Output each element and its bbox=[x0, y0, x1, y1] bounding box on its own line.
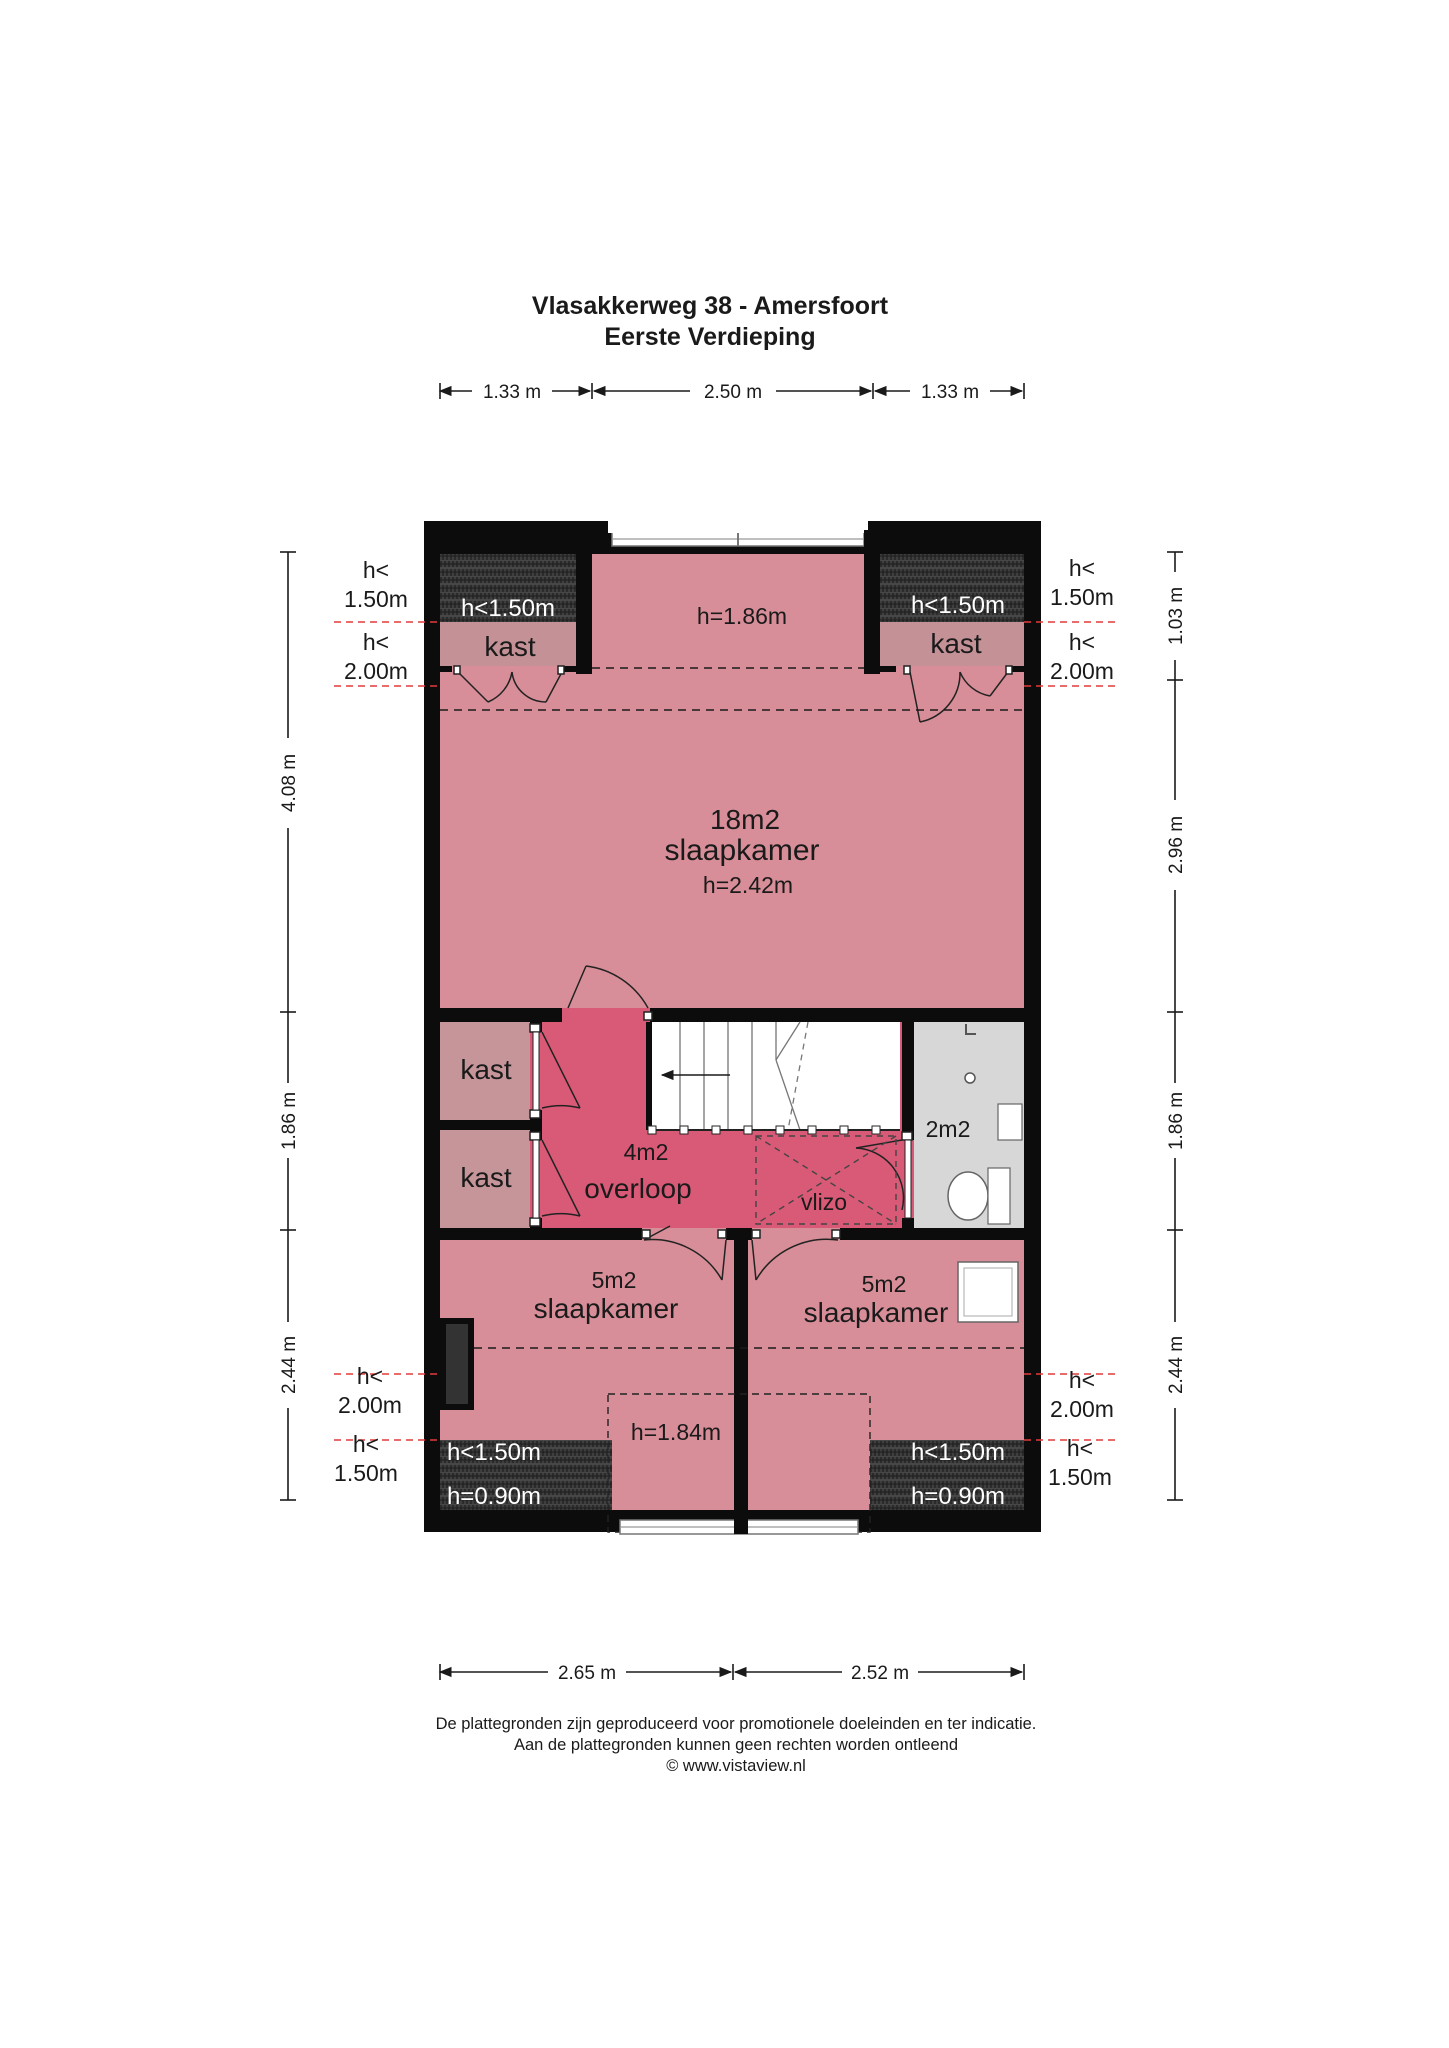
wall-top-left-storage bbox=[576, 530, 592, 674]
bottom-left-storage-height1: h<1.50m bbox=[446, 1439, 542, 1466]
dim-right-4: 2.44 m bbox=[1166, 1335, 1187, 1395]
top-right-storage-name: kast bbox=[930, 628, 982, 659]
bottom-left-storage-height2: h=0.90m bbox=[446, 1483, 542, 1510]
top-left-storage-height: h<1.50m bbox=[460, 595, 556, 622]
hl-bottom-left-1a: h< bbox=[356, 1363, 384, 1389]
main-bedroom-name: slaapkamer bbox=[664, 834, 820, 867]
dim-bottom-1: 2.65 m bbox=[557, 1663, 617, 1684]
dim-left-2: 1.86 m bbox=[279, 1091, 300, 1151]
dim-right-3: 1.86 m bbox=[1166, 1091, 1187, 1151]
dim-left-3: 2.44 m bbox=[279, 1335, 300, 1395]
hl-bottom-right-1b: 2.00m bbox=[1050, 1396, 1114, 1422]
sink-unit bbox=[958, 1262, 1018, 1322]
hl-bottom-left-2b: 1.50m bbox=[334, 1460, 398, 1486]
hl-bottom-left-2a: h< bbox=[352, 1431, 380, 1457]
hatch-name: vlizo bbox=[800, 1189, 848, 1215]
top-left-storage-name: kast bbox=[484, 631, 536, 662]
dim-right-2: 2.96 m bbox=[1166, 815, 1187, 875]
hl-bottom-right-2a: h< bbox=[1066, 1435, 1094, 1461]
plan-address: Vlasakkerweg 38 - Amersfoort bbox=[531, 292, 889, 320]
bathroom-area: 2m2 bbox=[925, 1116, 971, 1142]
top-right-storage-height: h<1.50m bbox=[910, 592, 1006, 619]
hl-top-left-2b: 2.00m bbox=[344, 658, 408, 684]
plan-floor: Eerste Verdieping bbox=[604, 323, 816, 351]
landing-name: overloop bbox=[584, 1173, 692, 1204]
hl-top-right-2b: 2.00m bbox=[1050, 658, 1114, 684]
hl-top-right-1a: h< bbox=[1068, 555, 1096, 581]
bottom-dimensions bbox=[440, 1664, 1024, 1680]
closet-upper-name: kast bbox=[460, 1054, 512, 1085]
hl-top-right-1b: 1.50m bbox=[1050, 584, 1114, 610]
wall-stairs bbox=[646, 1022, 652, 1130]
hl-top-left-1a: h< bbox=[362, 557, 390, 583]
dim-right-1: 1.03 m bbox=[1166, 586, 1187, 646]
bedroom-right-area: 5m2 bbox=[861, 1271, 907, 1297]
bottom-right-storage-height2: h=0.90m bbox=[910, 1483, 1006, 1510]
landing-area: 4m2 bbox=[623, 1139, 669, 1165]
dim-top-1: 1.33 m bbox=[482, 382, 542, 403]
hl-top-left-1b: 1.50m bbox=[344, 586, 408, 612]
main-bedroom-height: h=2.42m bbox=[702, 872, 794, 898]
wall-between-bedrooms bbox=[734, 1240, 748, 1532]
wall-top-right-storage bbox=[864, 530, 880, 674]
wall-middle-bottom bbox=[440, 1228, 1024, 1240]
dim-top-3: 1.33 m bbox=[920, 382, 980, 403]
bedroom-left-name: slaapkamer bbox=[533, 1293, 679, 1324]
hl-bottom-right-2b: 1.50m bbox=[1048, 1464, 1112, 1490]
dim-left-1: 4.08 m bbox=[279, 753, 300, 813]
dim-top-2: 2.50 m bbox=[703, 382, 763, 403]
bedroom-right-name: slaapkamer bbox=[803, 1297, 949, 1328]
main-bedroom-area: 18m2 bbox=[709, 804, 781, 835]
bedroom-left-area: 5m2 bbox=[591, 1267, 637, 1293]
closet-lower-name: kast bbox=[460, 1162, 512, 1193]
dormer-height: h=1.84m bbox=[630, 1419, 722, 1445]
disclaimer-line2: Aan de plattegronden kunnen geen rechten worden ontleend bbox=[513, 1736, 959, 1754]
dim-bottom-2: 2.52 m bbox=[850, 1663, 910, 1684]
hl-top-right-2a: h< bbox=[1068, 629, 1096, 655]
hl-bottom-right-1a: h< bbox=[1068, 1367, 1096, 1393]
bottom-right-storage-height1: h<1.50m bbox=[910, 1439, 1006, 1466]
top-attic-height: h=1.86m bbox=[696, 603, 788, 629]
disclaimer-line1: De plattegronden zijn geproduceerd voor promotionele doeleinden en ter indicatie. bbox=[435, 1715, 1037, 1733]
hl-bottom-left-1b: 2.00m bbox=[338, 1392, 402, 1418]
disclaimer-line3: © www.vistaview.nl bbox=[666, 1757, 806, 1775]
hl-top-left-2a: h< bbox=[362, 629, 390, 655]
wall-middle-top bbox=[440, 1008, 1024, 1022]
